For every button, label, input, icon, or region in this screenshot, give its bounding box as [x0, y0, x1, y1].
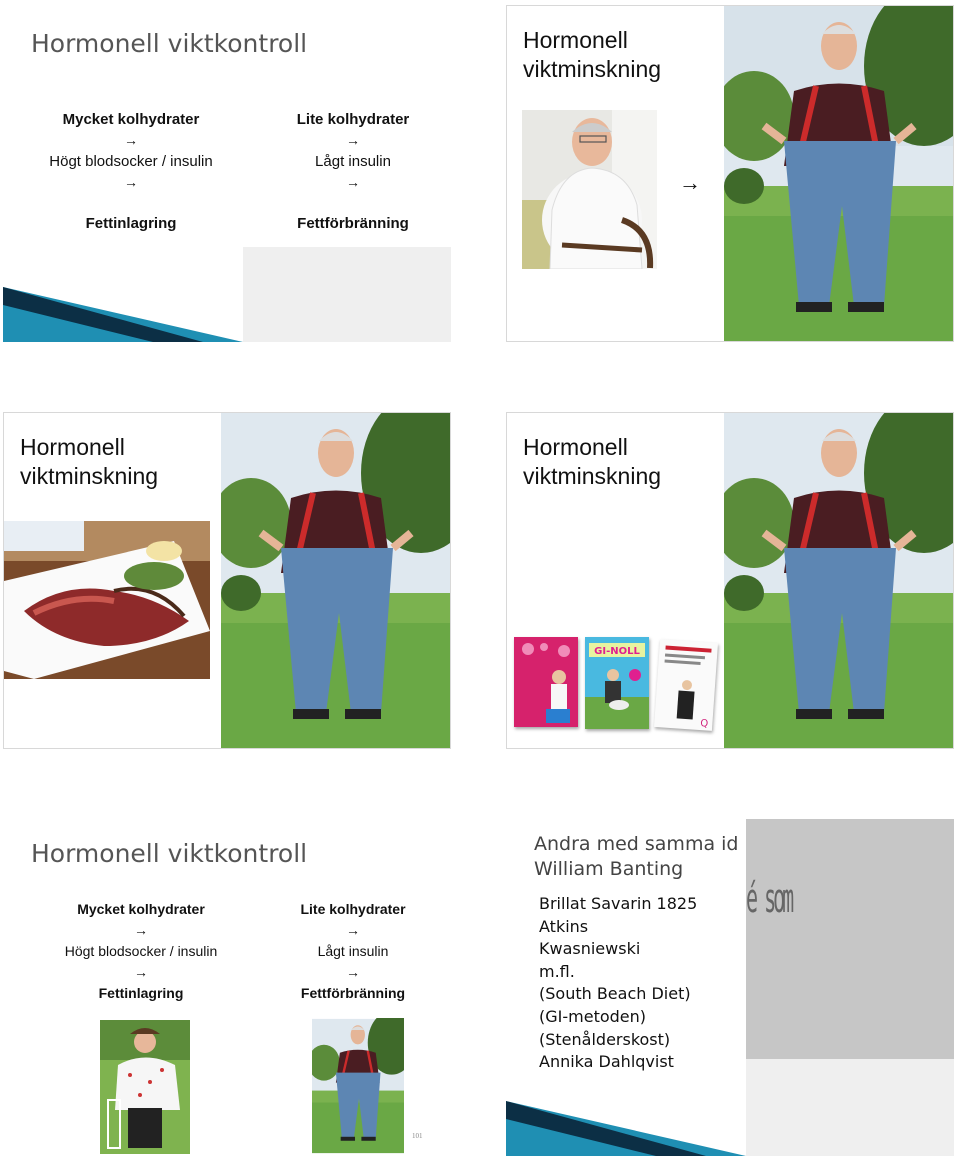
slide-5 — [3, 819, 451, 1156]
column-line: Lågt insulin — [315, 153, 391, 170]
arrow-right-icon: → — [679, 170, 701, 195]
book-cover-gi-noll — [585, 637, 649, 729]
after-photo — [221, 413, 451, 749]
column-heading: Mycket kolhydrater — [62, 111, 200, 128]
title-line: Hormonell — [523, 434, 628, 460]
column-result: Fettinlagring — [85, 215, 177, 232]
title-line: William Banting — [534, 858, 684, 880]
roast-beef-photo — [4, 521, 210, 679]
arrow-right-icon: → — [134, 964, 148, 980]
slide-title — [534, 832, 738, 882]
slide-title — [20, 433, 158, 491]
list-item: Atkins — [539, 916, 589, 936]
title-line: viktminskning — [523, 463, 662, 489]
list-item: (Stenålderskost) — [539, 1029, 671, 1049]
list-item: m.fl. — [539, 961, 575, 981]
arrow-right-icon: → — [124, 132, 138, 148]
list-item: (GI-metoden) — [539, 1006, 647, 1026]
decorative-wedge — [3, 285, 243, 342]
arrow-right-icon: → — [346, 132, 360, 148]
slide-title: Hormonell viktkontroll — [31, 839, 308, 868]
slide-4 — [506, 412, 954, 749]
slide-2 — [506, 5, 954, 342]
slide-title: Hormonell viktkontroll — [31, 29, 308, 58]
book-cover-pink — [514, 637, 578, 727]
column-result: Fettförbränning — [297, 215, 409, 232]
placeholder-block — [243, 247, 451, 342]
before-photo — [522, 110, 657, 269]
after-photo — [724, 6, 954, 342]
book-cover-white — [654, 639, 718, 731]
placeholder-block — [746, 819, 954, 1059]
slide-3 — [3, 412, 451, 749]
carb-low-column — [263, 899, 443, 1004]
list-item: Brillat Savarin 1825 — [539, 894, 698, 913]
arrow-right-icon: → — [346, 922, 360, 938]
column-heading: Mycket kolhydrater — [77, 901, 205, 917]
slide-title — [523, 26, 661, 84]
title-line: viktminskning — [523, 56, 662, 82]
page-number: 101 — [412, 1132, 423, 1140]
column-heading: Lite kolhydrater — [300, 901, 406, 917]
title-line: viktminskning — [20, 463, 159, 489]
svg-text:Q: Q — [699, 718, 709, 730]
arrow-right-icon: → — [134, 922, 148, 938]
carb-high-column — [41, 899, 241, 1004]
arrow-right-icon: → — [346, 174, 360, 190]
name-list — [539, 893, 697, 1074]
column-line: Högt blodsocker / insulin — [64, 943, 218, 959]
list-item: Kwasniewski — [539, 939, 641, 959]
garbled-overflow-text: é som — [746, 876, 792, 922]
placeholder-block-lower — [746, 1059, 954, 1156]
carb-high-column — [21, 109, 241, 234]
carb-low-column — [253, 109, 451, 234]
column-line: Lågt insulin — [317, 943, 389, 959]
column-result: Fettförbränning — [300, 985, 406, 1001]
title-line: Andra med samma id — [534, 833, 739, 855]
after-photo — [724, 413, 954, 749]
title-line: Hormonell — [523, 27, 628, 53]
after-photo — [312, 1018, 404, 1154]
arrow-right-icon: → — [124, 174, 138, 190]
slide-6 — [506, 819, 954, 1156]
decorative-wedge — [506, 1099, 746, 1156]
arrow-right-icon: → — [346, 964, 360, 980]
column-result: Fettinlagring — [98, 985, 184, 1001]
list-item: Annika Dahlqvist — [539, 1052, 674, 1072]
list-item: (South Beach Diet) — [539, 984, 691, 1004]
column-heading: Lite kolhydrater — [296, 111, 410, 128]
overweight-woman-photo — [100, 1020, 190, 1154]
column-line: Högt blodsocker / insulin — [49, 153, 213, 170]
slide-1 — [3, 5, 451, 342]
slide-title — [523, 433, 661, 491]
title-line: Hormonell — [20, 434, 125, 460]
svg-text:GI-NOLL: GI-NOLL — [594, 646, 640, 657]
